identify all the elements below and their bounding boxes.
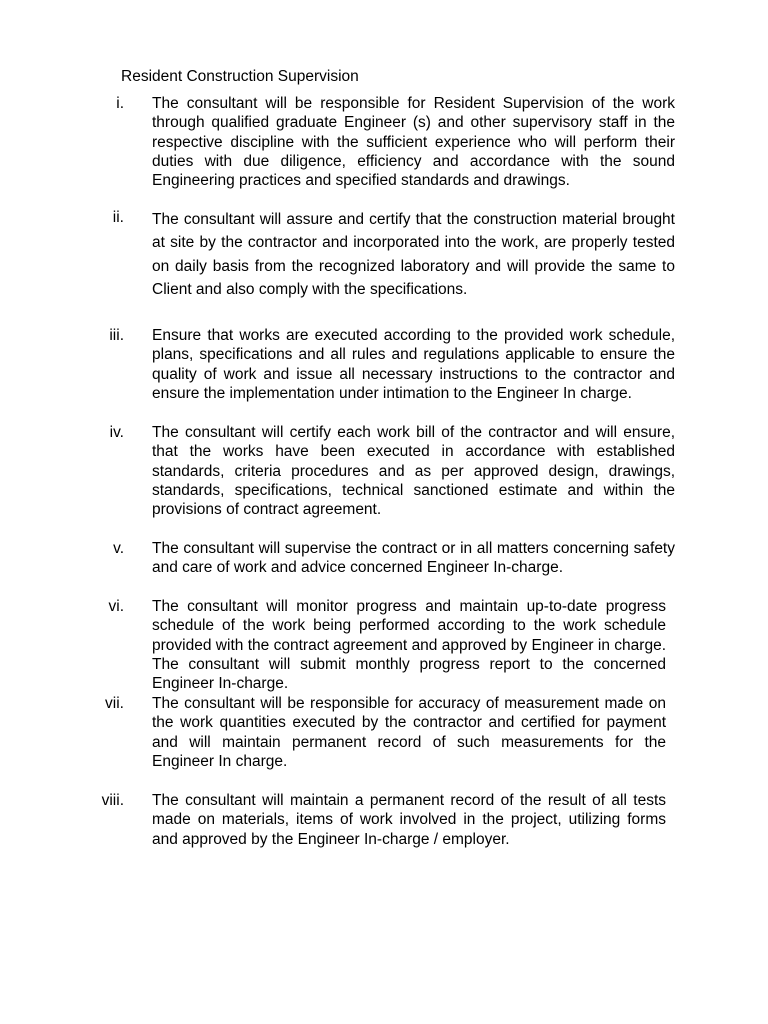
item-text: The consultant will be responsible for Resident Supervision of the work through qualified graduate Engineer (s) and other supervisory staff in the respective discipline with the sufficient experience who will perform their duties with due diligence, efficiency and accordance with the sound Engineering practices and specified standards and drawings. — [152, 95, 675, 190]
item-numeral: vi. — [108, 598, 124, 615]
item-numeral: vii. — [105, 695, 124, 712]
item-numeral: v. — [113, 540, 124, 557]
item-text: The consultant will maintain a permanent record of the result of all tests made on materials, items of work involved in the project, utilizing forms and approved by the Engineer In-charge / employer. — [152, 792, 666, 848]
item-numeral: iii. — [109, 327, 124, 344]
item-numeral: iv. — [109, 424, 124, 441]
section-heading: Resident Construction Supervision — [121, 68, 359, 85]
item-text: The consultant will supervise the contract or in all matters concerning safety and care of work and advice concerned Engineer In-charge. — [152, 540, 675, 577]
item-numeral: i. — [116, 95, 124, 112]
item-text: The consultant will certify each work bill of the contractor and will ensure, that the works have been executed in accordance with established standards, criteria procedures and as per approved design, drawings, standards, specifications, technical sanctioned estimate and within the provisions of contract agreement. — [152, 424, 675, 519]
item-text: The consultant will monitor progress and maintain up-to-date progress schedule of the work being performed according to the work schedule provided with the contract agreement and approved by Engineer in charge. The consultant will submit monthly progress report to the concerned Engineer In-charge. — [152, 598, 666, 693]
item-numeral: viii. — [101, 792, 124, 809]
item-text: The consultant will be responsible for accuracy of measurement made on the work quantities executed by the contractor and certified for payment and will maintain permanent record of such measurements for the Engineer In charge. — [152, 695, 666, 770]
item-text: The consultant will assure and certify that the construction material brought at site by the contractor and incorporated into the work, are properly tested on daily basis from the recognized laboratory and will provide the same to Client and also comply with the specifications. — [152, 211, 675, 299]
item-text: Ensure that works are executed according to the provided work schedule, plans, specifications and all rules and regulations applicable to ensure the quality of work and issue all necessary instructions to the contractor and ensure the implementation under intimation to the Engineer In charge. — [152, 327, 675, 402]
item-numeral: ii. — [112, 209, 124, 226]
